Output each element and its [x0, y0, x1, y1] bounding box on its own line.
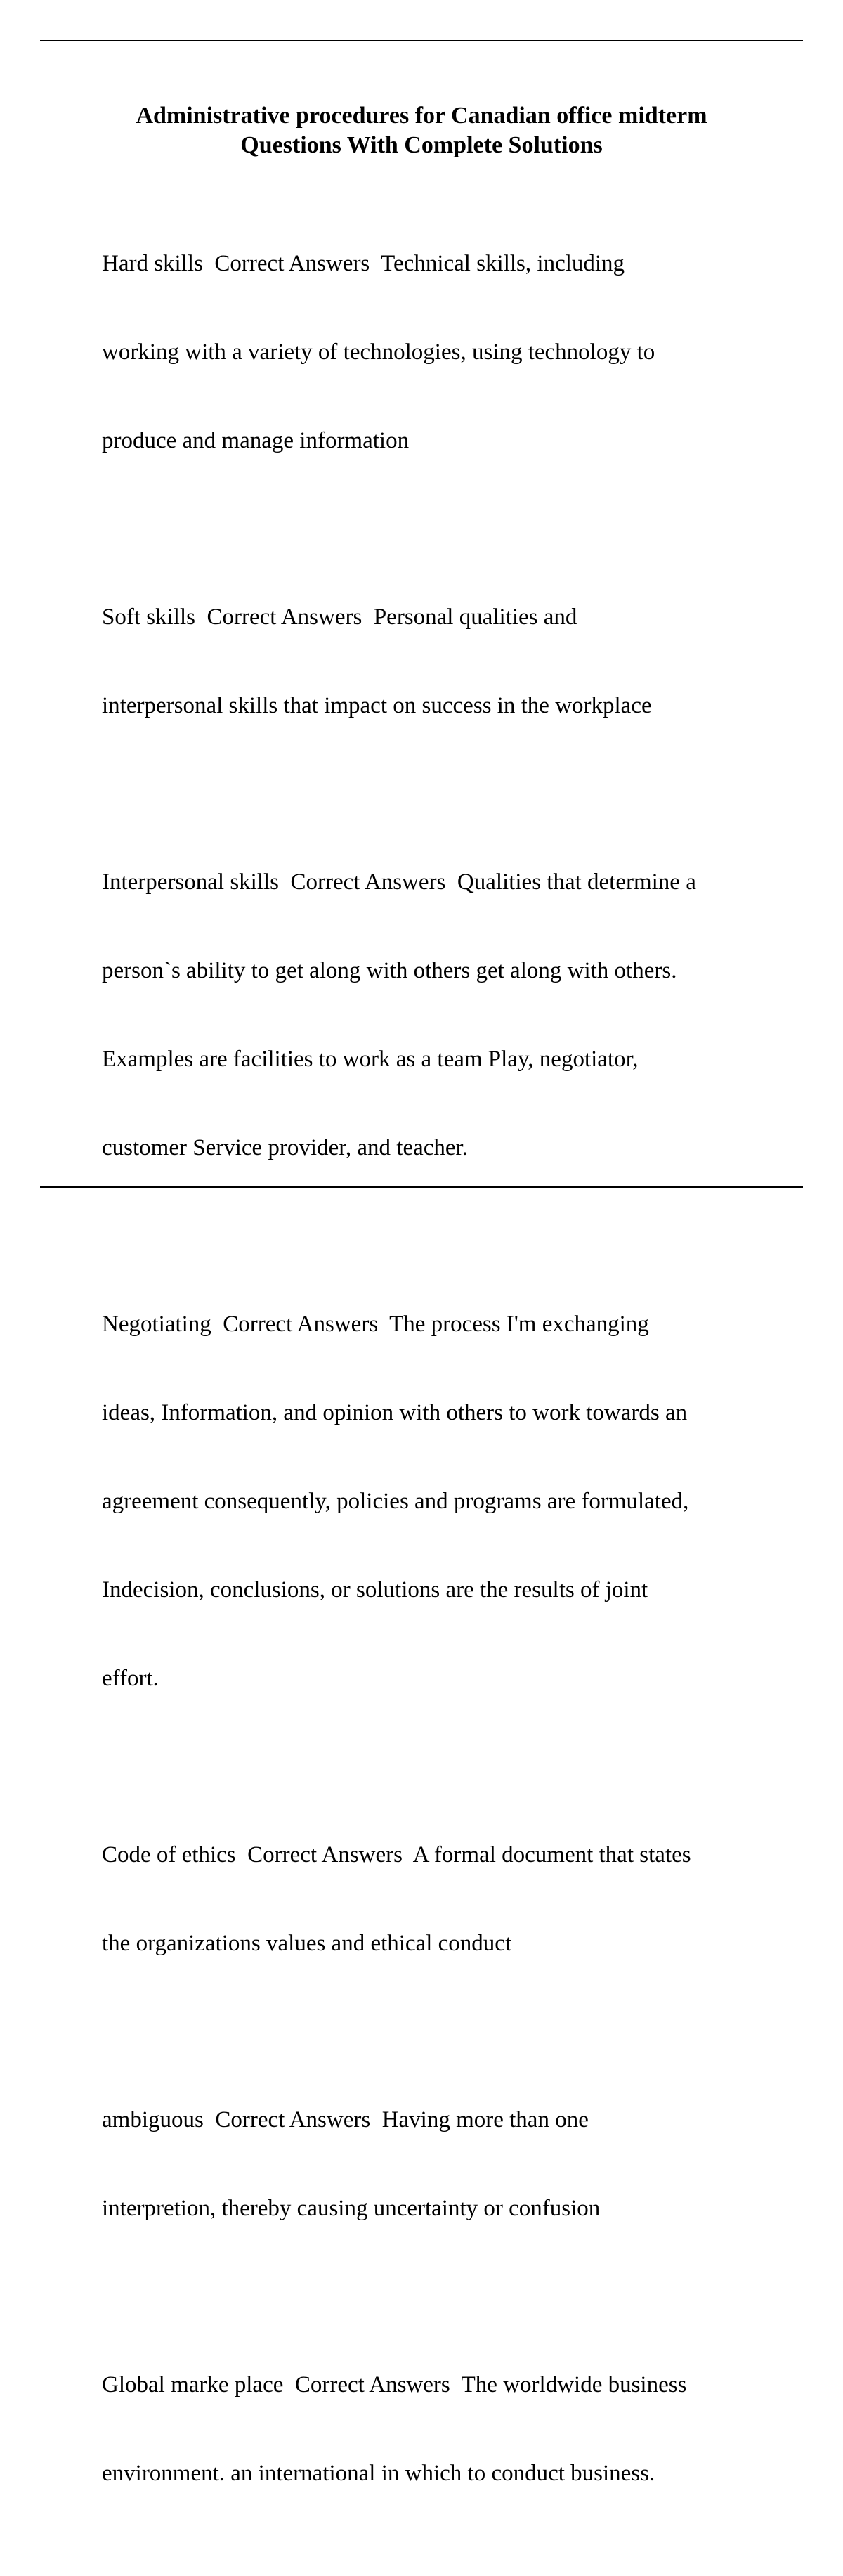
entry-line: interpersonal skills that impact on success in the workplace: [102, 693, 652, 718]
qa-entry-interpersonal-skills: [102, 808, 762, 1222]
entry-line: ideas, Information, and opinion with others to work towards an: [102, 1400, 688, 1425]
entry-line: ambiguous Correct Answers Having more than one: [102, 2107, 589, 2132]
entry-line: customer Service provider, and teacher.: [102, 1135, 468, 1160]
entry-line: Interpersonal skills Correct Answers Qualities that determine a: [102, 869, 696, 895]
entry-line: produce and manage information: [102, 428, 410, 453]
title-line: Questions With Complete Solutions: [240, 132, 603, 158]
entry-line: Soft skills Correct Answers Personal qualities and: [102, 604, 577, 630]
entry-line: Negotiating Correct Answers The process I'm exchanging: [102, 1312, 649, 1337]
entry-line: agreement consequently, policies and programs are formulated,: [102, 1489, 689, 1514]
qa-list: [102, 190, 762, 2576]
qa-entry-ambiguous: [102, 2046, 762, 2282]
entry-line: Code of ethics Correct Answers A formal document that states: [102, 1842, 691, 1868]
title-line: Administrative procedures for Canadian office midterm: [136, 103, 707, 129]
header-rule: [40, 40, 803, 41]
entry-line: person`s ability to get along with others get along with others.: [102, 958, 677, 983]
entry-line: working with a variety of technologies, using technology to: [102, 339, 655, 365]
entry-line: Hard skills Correct Answers Technical skills, including: [102, 251, 625, 276]
document-title: [70, 101, 773, 160]
footer-rule: [40, 1186, 803, 1188]
entry-line: interpretion, thereby causing uncertainty or confusion: [102, 2196, 601, 2221]
qa-entry-hard-skills: [102, 190, 762, 514]
qa-entry-negotiating: [102, 1250, 762, 1752]
entry-line: Indecision, conclusions, or solutions are the results of joint: [102, 1577, 648, 1603]
qa-entry-code-of-ethics: [102, 1781, 762, 2017]
qa-entry-soft-skills: [102, 543, 762, 779]
qa-entry-global-marketplace: [102, 2311, 762, 2547]
entry-line: Global marke place Correct Answers The worldwide business: [102, 2372, 687, 2397]
entry-line: environment. an international in which to conduct business.: [102, 2461, 655, 2486]
entry-line: the organizations values and ethical conduct: [102, 1931, 512, 1956]
entry-line: effort.: [102, 1666, 159, 1691]
entry-line: Examples are facilities to work as a team Play, negotiator,: [102, 1047, 639, 1072]
